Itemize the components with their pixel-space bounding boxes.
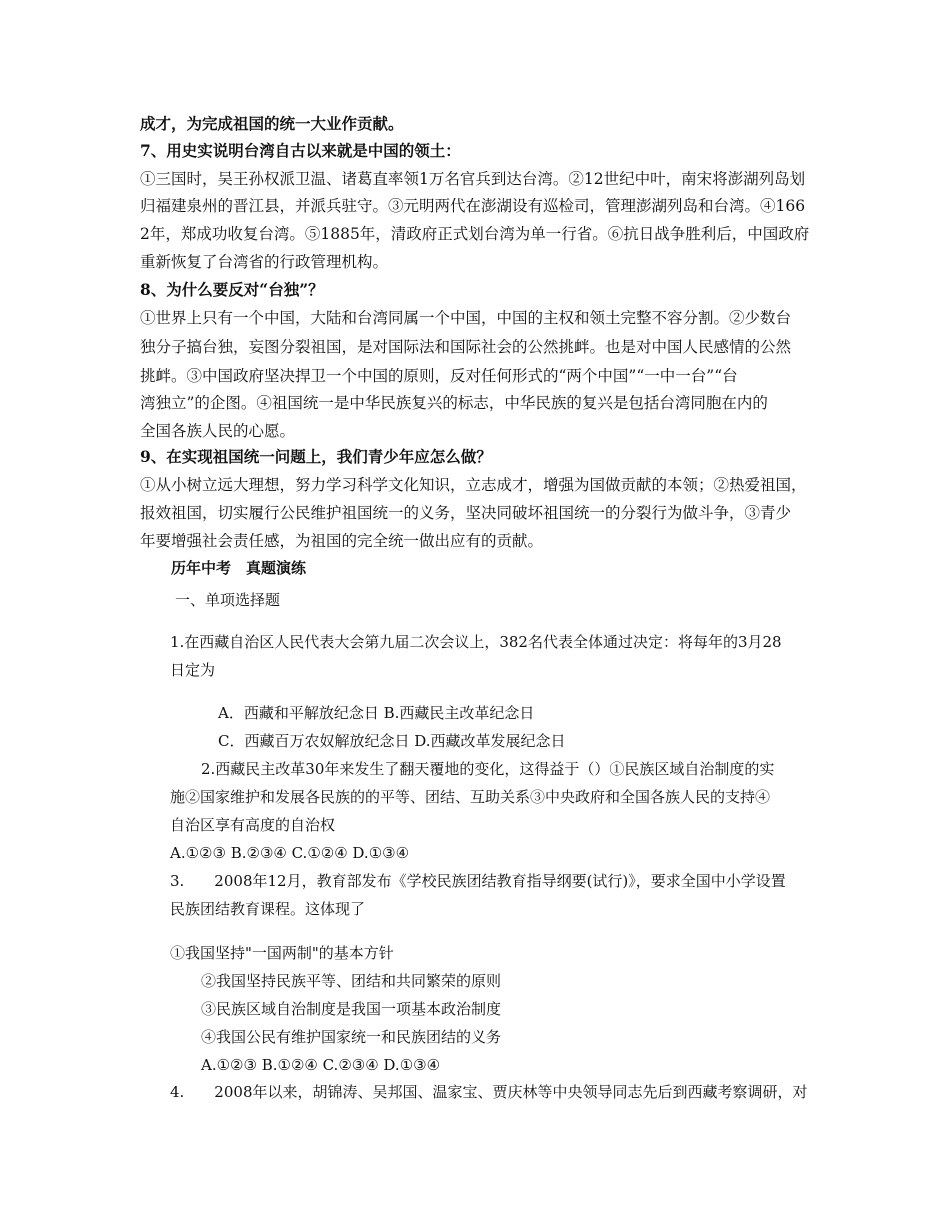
question-1-text: 1.在西藏自治区人民代表大会第九届二次会议上，382名代表全体通过决定：将每年的3月28: [170, 633, 782, 651]
question-3-options: A.①②③ B.①②④ C.②③④ D.①③④: [201, 1056, 441, 1074]
exam-title: 历年中考 真题演练: [171, 559, 307, 577]
heading-7: 7、用史实说明台湾自古以来就是中国的领土：: [140, 141, 461, 160]
paragraph-line: 2年，郑成功收复台湾。⑤1885年，清政府正式划台湾为单一行省。⑥抗日战争胜利后，中国政府: [140, 225, 810, 243]
question-3-item: ②我国坚持民族平等、团结和共同繁荣的原则: [201, 972, 502, 990]
question-1-options: A．西藏和平解放纪念日 B.西藏民主改革纪念日: [218, 704, 535, 722]
question-3-item: ①我国坚持"一国两制"的基本方针: [170, 944, 394, 962]
question-2-text: 自治区享有高度的自治权: [170, 816, 336, 834]
heading-9: 9、在实现祖国统一问题上，我们青少年应怎么做？: [140, 447, 492, 466]
question-1-options: C．西藏百万农奴解放纪念日 D.西藏改革发展纪念日: [218, 732, 566, 750]
question-2-options: A.①②③ B.②③④ C.①②④ D.①③④: [170, 844, 410, 862]
paragraph-line: 湾独立”的企图。④祖国统一是中华民族复兴的标志，中华民族的复兴是包括台湾同胞在内的: [140, 394, 768, 412]
heading-8: 8、为什么要反对“台独”？: [140, 280, 324, 299]
paragraph-line: 独分子搞台独，妄图分裂祖国，是对国际法和国际社会的公然挑衅。也是对中国人民感情的公然: [140, 338, 792, 356]
paragraph-line: 归福建泉州的晋江县，并派兵驻守。③元明两代在澎湖设有巡检司，管理澎湖列岛和台湾。④166: [140, 197, 806, 215]
paragraph-line: 报效祖国，切实履行公民维护祖国统一的义务，坚决同破坏祖国统一的分裂行为做斗争，③青少: [140, 504, 792, 522]
question-3-item: ③民族区域自治制度是我国一项基本政治制度: [201, 1000, 502, 1018]
paragraph-line: ①世界上只有一个中国，大陆和台湾同属一个中国，中国的主权和领土完整不容分割。②少数台: [140, 309, 792, 327]
paragraph-line: ①从小树立远大理想，努力学习科学文化知识，立志成才，增强为国做贡献的本领；②热爱祖国，: [140, 476, 807, 494]
paragraph-line: 全国各族人民的心愿。: [140, 422, 296, 440]
exam-subtitle: 一、单项选择题: [175, 591, 281, 609]
paragraph-line: 挑衅。③中国政府坚决捍卫一个中国的原则，反对任何形式的“两个中国”“一中一台”“台: [140, 367, 738, 385]
question-1-text: 日定为: [170, 661, 216, 679]
question-3-text: 民族团结教育课程。这体现了: [170, 900, 366, 918]
question-4-text: 4. 2008年以来，胡锦涛、吴邦国、温家宝、贾庆林等中央领导同志先后到西藏考察调研，对: [170, 1083, 808, 1101]
paragraph-line: 重新恢复了台湾省的行政管理机构。: [140, 253, 389, 271]
paragraph-line: 年要增强社会责任感，为祖国的完全统一做出应有的贡献。: [140, 532, 544, 550]
question-2-text: 施②国家维护和发展各民族的的平等、团结、互助关系③中央政府和全国各族人民的支持④: [170, 788, 771, 806]
question-3-text: 3. 2008年12月，教育部发布《学校民族团结教育指导纲要(试行)》，要求全国中小学设置: [170, 872, 786, 890]
question-2-text: 2.西藏民主改革30年来发生了翻天覆地的变化，这得益于（）①民族区域自治制度的实: [201, 760, 775, 778]
lead-text: 成才，为完成祖国的统一大业作贡献。: [140, 114, 404, 133]
paragraph-line: ①三国时，吴王孙权派卫温、诸葛直率领1万名官兵到达台湾。②12世纪中叶，南宋将澎湖列岛划: [140, 170, 806, 188]
question-3-item: ④我国公民有维护国家统一和民族团结的义务: [201, 1028, 502, 1046]
